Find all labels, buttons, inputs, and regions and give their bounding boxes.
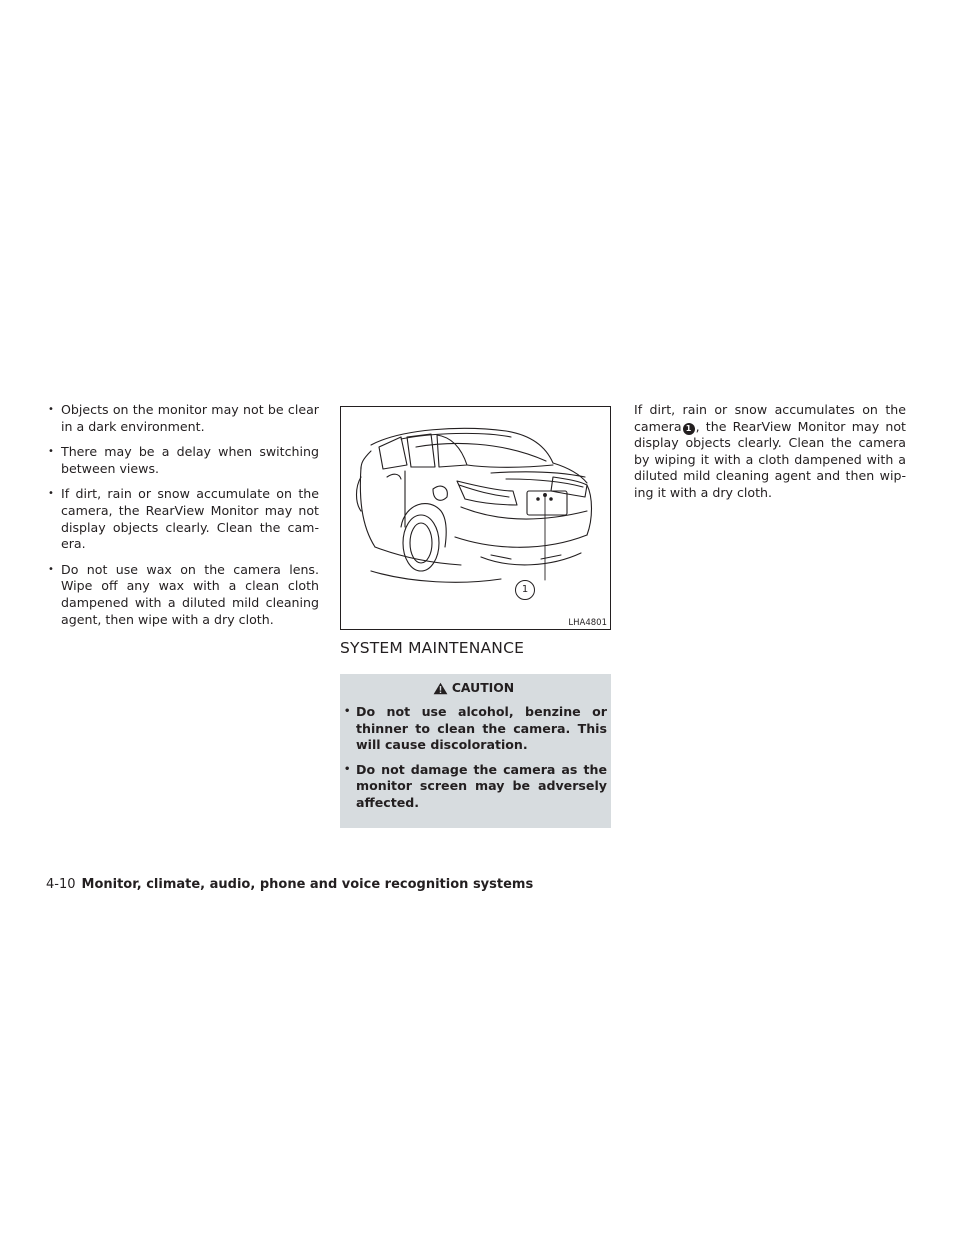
chapter-title: Monitor, climate, audio, phone and voice recognition systems	[81, 877, 534, 892]
paragraph-text: , the RearView Monitor may not display objects clearly. Clean the camera by wiping it with a cloth dampened with a diluted mild cleaning agent and then wip- ing it with a dry cloth.	[634, 418, 906, 500]
list-item: • There may be a delay when switching between views.	[46, 444, 319, 477]
list-item: • Do not use alcohol, benzine or thinner to clean the camera. This will cause discoloration.	[340, 704, 607, 754]
callout-reference: 1	[683, 423, 695, 435]
paragraph-text: If dirt, rain or snow accumulates on the camera	[634, 402, 906, 434]
car-drawing	[341, 407, 610, 629]
rear-car-illustration	[340, 406, 611, 630]
warning-triangle-icon	[433, 682, 448, 695]
right-column	[634, 402, 906, 502]
list-item: • Do not use wax on the camera lens. Wipe off any wax with a clean cloth dampened with a diluted mild cleaning agent, then wipe with a dry cloth.	[46, 562, 319, 628]
callout-number: 1	[515, 580, 535, 600]
bullet-list	[46, 402, 319, 628]
section-heading: SYSTEM MAINTENANCE	[340, 639, 525, 657]
list-item: • If dirt, rain or snow accumulate on the camera, the RearView Monitor may not display objects clearly. Clean the cam- era.	[46, 486, 319, 552]
figure-code: LHA4801	[568, 618, 607, 628]
page-footer	[46, 876, 533, 894]
maintenance-paragraph	[634, 402, 906, 502]
middle-column	[340, 406, 611, 828]
left-column	[46, 402, 319, 637]
list-item: • Objects on the monitor may not be clear in a dark environment.	[46, 402, 319, 435]
caution-header	[340, 680, 607, 696]
caution-box	[340, 674, 611, 828]
caution-list	[340, 704, 607, 812]
page-number: 4-10	[46, 877, 76, 892]
list-item: • Do not damage the camera as the monitor screen may be adversely affected.	[340, 762, 607, 812]
caution-title: CAUTION	[451, 680, 515, 695]
